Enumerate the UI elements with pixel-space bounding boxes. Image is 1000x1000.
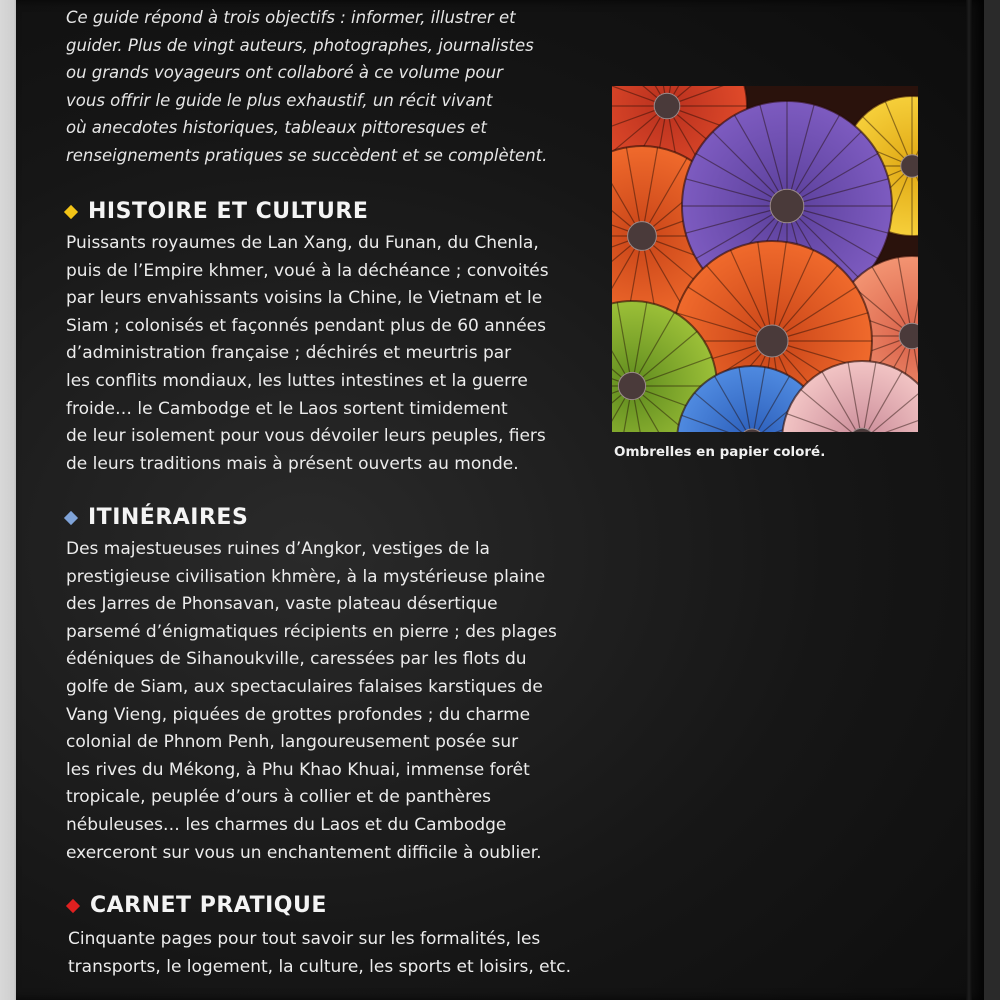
intro-line: où anecdotes historiques, tableaux pittoresques et <box>66 118 487 138</box>
paragraph-line: d’administration française ; déchirés et meurtris par <box>66 343 512 364</box>
paragraph-line: nébuleuses… les charmes du Laos et du Cambodge <box>66 814 507 835</box>
paragraph-line: les conflits mondiaux, les luttes intestines et la guerre <box>66 370 528 391</box>
intro-line: guider. Plus de vingt auteurs, photographes, journalistes <box>66 35 534 55</box>
paragraph-line: prestigieuse civilisation khmère, à la mystérieuse plaine <box>66 566 546 587</box>
section-title: ITINÉRAIRES <box>88 505 249 530</box>
yellow-diamond-bullet-icon <box>64 204 78 218</box>
blue-diamond-bullet-icon <box>64 510 78 524</box>
paragraph-line: par leurs envahissants voisins la Chine, le Vietnam et le <box>66 288 543 309</box>
intro-line: ou grands voyageurs ont collaboré à ce volume pour <box>66 63 503 83</box>
section-title: CARNET PRATIQUE <box>90 893 327 918</box>
paragraph-line: exerceront sur vous un enchantement difficile à oublier. <box>66 842 542 863</box>
paragraph-line: de leurs traditions mais à présent ouverts au monde. <box>66 453 519 474</box>
paragraph-line: édéniques de Sihanoukville, caressées par les flots du <box>66 649 527 670</box>
paragraph-line: transports, le logement, la culture, les sports et loisirs, etc. <box>68 956 572 977</box>
paragraph-line: Des majestueuses ruines d’Angkor, vestiges de la <box>66 539 490 559</box>
section-heading-carnet <box>66 893 327 918</box>
paragraph-line: froide… le Cambodge et le Laos sortent timidement <box>66 398 508 419</box>
red-diamond-bullet-icon <box>66 898 80 912</box>
section-heading-histoire <box>64 199 368 224</box>
paragraph-line: golfe de Siam, aux spectaculaires falaises karstiques de <box>66 676 543 697</box>
section-paragraph-carnet <box>68 926 571 981</box>
section-paragraph-itineraires <box>66 536 557 867</box>
photo-caption: Ombrelles en papier coloré. <box>614 444 826 460</box>
paragraph-line: tropicale, peuplée d’ours à collier et de panthères <box>66 787 492 808</box>
paragraph-line: les rives du Mékong, à Phu Khao Khuai, immense forêt <box>66 759 530 780</box>
intro-line: Ce guide répond à trois objectifs : informer, illustrer et <box>66 8 516 27</box>
section-heading-itineraires <box>64 505 248 530</box>
intro-line: renseignements pratiques se succèdent et se complètent. <box>66 145 548 165</box>
paragraph-line: de leur isolement pour vous dévoiler leurs peuples, fiers <box>66 426 546 447</box>
section-paragraph-histoire <box>66 230 549 478</box>
paragraph-line: Siam ; colonisés et façonnés pendant plus de 60 années <box>66 315 546 336</box>
paragraph-line: parsemé d’énigmatiques récipients en pierre ; des plages <box>66 621 557 642</box>
paragraph-line: des Jarres de Phonsavan, vaste plateau désertique <box>66 594 498 615</box>
paragraph-line: colonial de Phnom Penh, langoureusement posée sur <box>66 732 519 753</box>
intro-paragraph <box>66 4 586 170</box>
paragraph-line: Vang Vieng, piquées de grottes profondes ; du charme <box>66 704 531 725</box>
paragraph-line: Cinquante pages pour tout savoir sur les formalités, les <box>68 929 541 949</box>
paragraph-line: Puissants royaumes de Lan Xang, du Funan, du Chenla, <box>66 233 539 253</box>
umbrellas-illustration <box>612 86 918 432</box>
intro-line: vous offrir le guide le plus exhaustif, un récit vivant <box>66 90 493 110</box>
paragraph-line: puis de l’Empire khmer, voué à la déchéance ; convoités <box>66 260 549 281</box>
section-title: HISTOIRE ET CULTURE <box>88 199 369 224</box>
paper-umbrellas-photo <box>612 86 918 432</box>
